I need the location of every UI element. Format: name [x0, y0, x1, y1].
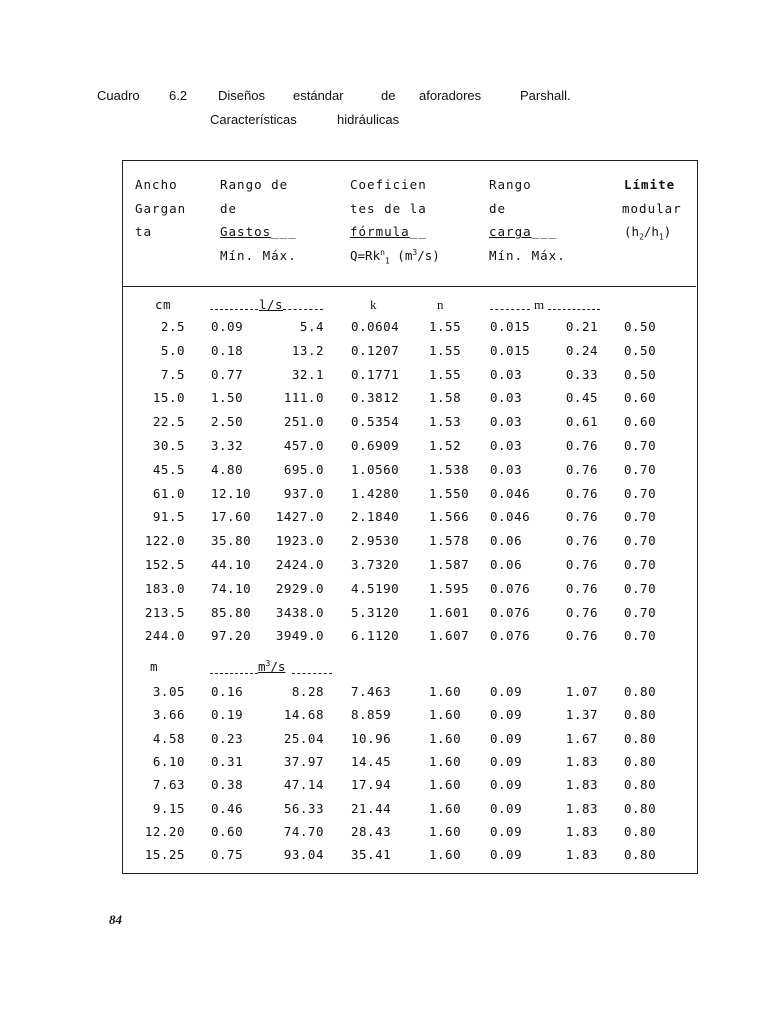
table-cell: 0.5354: [351, 414, 400, 430]
table-cell: 1.55: [429, 342, 462, 358]
table-cell: 1.83: [565, 753, 598, 769]
header-min-max-carga: Mín. Máx.: [489, 248, 566, 263]
table-cell: 0.09: [490, 753, 523, 769]
table-cell: 457.0: [283, 438, 324, 453]
table-cell: 6.10: [152, 753, 185, 769]
table-cell: 30.5: [152, 438, 185, 453]
header-rango: Rango: [489, 177, 532, 192]
table-cell: 1.83: [565, 800, 598, 816]
table-cell: 0.015: [490, 319, 531, 334]
table-cell: 1.67: [565, 730, 598, 746]
table-cell: 0.76: [565, 509, 598, 525]
table-cell: 1.60: [429, 823, 462, 839]
table-cell: 0.23: [211, 730, 244, 746]
table-cell: 56.33: [283, 800, 324, 816]
header-rule: [122, 286, 696, 287]
unit-n: n: [437, 297, 444, 312]
table-cell: 1.60: [429, 753, 462, 769]
table-cell: 0.31: [211, 753, 244, 769]
table-cell: 0.76: [565, 580, 598, 596]
header-gargan: Gargan: [135, 201, 187, 216]
table-cell: 1427.0: [275, 509, 324, 525]
table-cell: 0.70: [624, 557, 657, 572]
caption-word: Diseños: [218, 88, 265, 103]
table-cell: 8.28: [291, 684, 324, 699]
table-cell: 0.09: [490, 800, 523, 816]
caption-word: hidráulicas: [337, 112, 400, 127]
table-cell: 1.60: [429, 847, 462, 863]
table-cell: 0.60: [624, 390, 657, 406]
table-cell: 0.76: [565, 461, 598, 477]
table-cell: 2.5: [160, 319, 185, 334]
table-cell: 0.80: [624, 777, 657, 793]
table-cell: 152.5: [144, 557, 185, 572]
caption-word: Características: [210, 112, 297, 127]
table-cell: 44.10: [211, 557, 252, 572]
table-cell: 4.58: [152, 730, 185, 746]
table-cell: 3438.0: [275, 604, 324, 620]
table-cell: 0.21: [565, 319, 598, 334]
table-cell: 3.7320: [351, 557, 400, 572]
header-formula-eq: $Q=Rk^n_1$ $(m^3/s)$: [350, 248, 440, 266]
table-cell: 2424.0: [275, 557, 324, 572]
table-cell: 1.607: [429, 628, 470, 644]
table-cell: 0.70: [624, 509, 657, 525]
table-cell: 0.6909: [351, 438, 400, 453]
table-cell: 22.5: [152, 414, 185, 430]
unit-dash: [283, 309, 323, 310]
table-cell: 15.0: [152, 390, 185, 406]
table-cell: 0.24: [565, 342, 598, 358]
table-cell: 10.96: [351, 730, 392, 746]
table-cell: 1.578: [429, 533, 470, 549]
table-cell: 0.03: [490, 390, 523, 406]
table-cell: 7.463: [351, 684, 392, 699]
table-cell: 3.32: [211, 438, 244, 453]
table-cell: 14.68: [283, 707, 324, 723]
table-cell: 0.1771: [351, 366, 400, 382]
table-cell: 0.61: [565, 414, 598, 430]
table-cell: 5.4: [299, 319, 324, 334]
table-cell: 21.44: [351, 800, 392, 816]
header-limite: Límite: [624, 177, 676, 192]
table-cell: 4.5190: [351, 580, 400, 596]
table-cell: 13.2: [291, 342, 324, 358]
table-cell: 2.9530: [351, 533, 400, 549]
table-cell: 1.0560: [351, 461, 400, 477]
table-cell: 0.50: [624, 366, 657, 382]
caption-word: de: [381, 88, 396, 103]
header-h2-h1: $(h_2/h_1)$: [624, 224, 672, 242]
unit-m: m: [534, 297, 545, 312]
table-cell: 32.1: [291, 366, 324, 382]
table-cell: 0.06: [490, 557, 523, 572]
header-tes-de-la: tes de la: [350, 201, 427, 216]
table-cell: 97.20: [211, 628, 252, 644]
table-cell: 17.60: [211, 509, 252, 525]
table-cell: 0.3812: [351, 390, 400, 406]
table-cell: 0.076: [490, 628, 531, 644]
table-cell: 0.03: [490, 414, 523, 430]
header-rango-de: Rango de: [220, 177, 289, 192]
table-cell: 0.09: [490, 707, 523, 723]
table-cell: 0.09: [490, 777, 523, 793]
unit-m3-s: $m^3/s$: [258, 659, 286, 675]
table-cell: 25.04: [283, 730, 324, 746]
table-cell: 0.70: [624, 580, 657, 596]
table-cell: 0.60: [211, 823, 244, 839]
table-cell: 0.16: [211, 684, 244, 699]
table-cell: 28.43: [351, 823, 392, 839]
page-number: 84: [109, 912, 122, 927]
table-cell: 15.25: [144, 847, 185, 863]
table-cell: 0.03: [490, 461, 523, 477]
table-cell: 0.09: [211, 319, 244, 334]
table-cell: 695.0: [283, 461, 324, 477]
table-cell: 47.14: [283, 777, 324, 793]
table-cell: 1.55: [429, 366, 462, 382]
header-formula: fórmula__: [350, 224, 427, 239]
table-cell: 1.60: [429, 777, 462, 793]
table-cell: 1.60: [429, 684, 462, 699]
table-cell: 0.76: [565, 438, 598, 453]
table-cell: 0.80: [624, 707, 657, 723]
caption-word: aforadores: [419, 88, 482, 103]
table-cell: 0.80: [624, 684, 657, 699]
table-cell: 2.1840: [351, 509, 400, 525]
table-cell: 0.09: [490, 730, 523, 746]
table-cell: 0.09: [490, 684, 523, 699]
header-carga: carga___: [489, 224, 558, 239]
table-cell: 35.41: [351, 847, 392, 863]
table-cell: 8.859: [351, 707, 392, 723]
table-cell: 1.601: [429, 604, 470, 620]
caption-word: 6.2: [169, 88, 188, 103]
table-cell: 0.70: [624, 438, 657, 453]
table-cell: 1.83: [565, 823, 598, 839]
table-cell: 0.80: [624, 730, 657, 746]
table-cell: 0.80: [624, 847, 657, 863]
table-cell: 12.10: [211, 485, 252, 501]
unit-dash: [292, 673, 332, 674]
unit-cm: cm: [155, 297, 172, 312]
table-cell: 1.83: [565, 777, 598, 793]
table-cell: 9.15: [152, 800, 185, 816]
table-cell: 0.76: [565, 557, 598, 572]
table-cell: 4.80: [211, 461, 244, 477]
table-cell: 0.015: [490, 342, 531, 358]
caption-word: Cuadro: [97, 88, 140, 103]
table-cell: 0.03: [490, 366, 523, 382]
table-cell: 1.595: [429, 580, 470, 596]
unit-dash: [490, 309, 530, 310]
header-de: de: [220, 201, 238, 216]
table-cell: 2929.0: [275, 580, 324, 596]
table-cell: 74.70: [283, 823, 324, 839]
table-cell: 0.45: [565, 390, 598, 406]
table-cell: 0.046: [490, 485, 531, 501]
table-cell: 17.94: [351, 777, 392, 793]
table-cell: 1.60: [429, 800, 462, 816]
table-cell: 45.5: [152, 461, 185, 477]
table-cell: 122.0: [144, 533, 185, 549]
table-cell: 0.70: [624, 461, 657, 477]
table-cell: 0.38: [211, 777, 244, 793]
table-cell: 0.70: [624, 604, 657, 620]
unit-l-s: l/s: [259, 297, 284, 312]
unit-dash: [548, 309, 600, 310]
table-cell: 3.05: [152, 684, 185, 699]
unit-k: k: [370, 297, 377, 312]
header-gastos: Gastos___: [220, 224, 297, 239]
table-cell: 1.52: [429, 438, 462, 453]
table-cell: 0.076: [490, 580, 531, 596]
header-ancho: Ancho: [135, 177, 178, 192]
table-cell: 74.10: [211, 580, 252, 596]
table-cell: 93.04: [283, 847, 324, 863]
table-cell: 35.80: [211, 533, 252, 549]
table-cell: 0.80: [624, 753, 657, 769]
table-cell: 3.66: [152, 707, 185, 723]
table-cell: 12.20: [144, 823, 185, 839]
table-cell: 0.33: [565, 366, 598, 382]
header-de-carga: de: [489, 201, 507, 216]
table-cell: 0.046: [490, 509, 531, 525]
unit-dash: [210, 309, 258, 310]
table-cell: 0.80: [624, 823, 657, 839]
table-cell: 0.75: [211, 847, 244, 863]
table-cell: 0.60: [624, 414, 657, 430]
table-cell: 251.0: [283, 414, 324, 430]
table-cell: 91.5: [152, 509, 185, 525]
table-cell: 3949.0: [275, 628, 324, 644]
table-cell: 111.0: [283, 390, 324, 406]
table-cell: 1.60: [429, 730, 462, 746]
table-cell: 1.50: [211, 390, 244, 406]
unit-dash: [210, 673, 258, 674]
table-cell: 0.70: [624, 533, 657, 549]
table-cell: 1.83: [565, 847, 598, 863]
table-cell: 0.076: [490, 604, 531, 620]
table-cell: 85.80: [211, 604, 252, 620]
table-cell: 0.18: [211, 342, 244, 358]
table-cell: 183.0: [144, 580, 185, 596]
table-cell: 0.50: [624, 319, 657, 334]
table-cell: 1923.0: [275, 533, 324, 549]
table-cell: 244.0: [144, 628, 185, 644]
table-cell: 0.06: [490, 533, 523, 549]
table-frame: [122, 160, 698, 874]
table-cell: 7.63: [152, 777, 185, 793]
caption-word: Parshall.: [520, 88, 571, 103]
table-cell: 0.76: [565, 604, 598, 620]
table-cell: 0.80: [624, 800, 657, 816]
table-cell: 0.76: [565, 628, 598, 644]
table-cell: 0.19: [211, 707, 244, 723]
table-cell: 1.4280: [351, 485, 400, 501]
table-cell: 0.09: [490, 823, 523, 839]
table-cell: 0.03: [490, 438, 523, 453]
table-cell: 14.45: [351, 753, 392, 769]
table-cell: 0.50: [624, 342, 657, 358]
table-cell: 213.5: [144, 604, 185, 620]
header-modular: modular: [622, 201, 682, 216]
unit-m-ancho: m: [150, 659, 159, 674]
table-cell: 1.55: [429, 319, 462, 334]
table-cell: 5.0: [160, 342, 185, 358]
table-cell: 6.1120: [351, 628, 400, 644]
header-coeficien: Coeficien: [350, 177, 427, 192]
table-cell: 0.70: [624, 485, 657, 501]
table-cell: 0.1207: [351, 342, 400, 358]
table-cell: 1.566: [429, 509, 470, 525]
table-cell: 0.76: [565, 533, 598, 549]
table-cell: 0.09: [490, 847, 523, 863]
table-cell: 937.0: [283, 485, 324, 501]
table-cell: 5.3120: [351, 604, 400, 620]
table-cell: 1.60: [429, 707, 462, 723]
table-cell: 1.538: [429, 461, 470, 477]
table-cell: 0.46: [211, 800, 244, 816]
table-cell: 0.76: [565, 485, 598, 501]
caption-word: estándar: [293, 88, 344, 103]
table-cell: 1.587: [429, 557, 470, 572]
table-cell: 0.77: [211, 366, 244, 382]
table-cell: 1.550: [429, 485, 470, 501]
table-cell: 1.37: [565, 707, 598, 723]
table-cell: 61.0: [152, 485, 185, 501]
header-min-max-gastos: Mín. Máx.: [220, 248, 297, 263]
table-cell: 37.97: [283, 753, 324, 769]
table-cell: 0.70: [624, 628, 657, 644]
header-ta: ta: [135, 224, 153, 239]
table-cell: 1.53: [429, 414, 462, 430]
table-cell: 0.0604: [351, 319, 400, 334]
table-cell: 2.50: [211, 414, 244, 430]
table-cell: 7.5: [160, 366, 185, 382]
table-cell: 1.58: [429, 390, 462, 406]
table-cell: 1.07: [565, 684, 598, 699]
